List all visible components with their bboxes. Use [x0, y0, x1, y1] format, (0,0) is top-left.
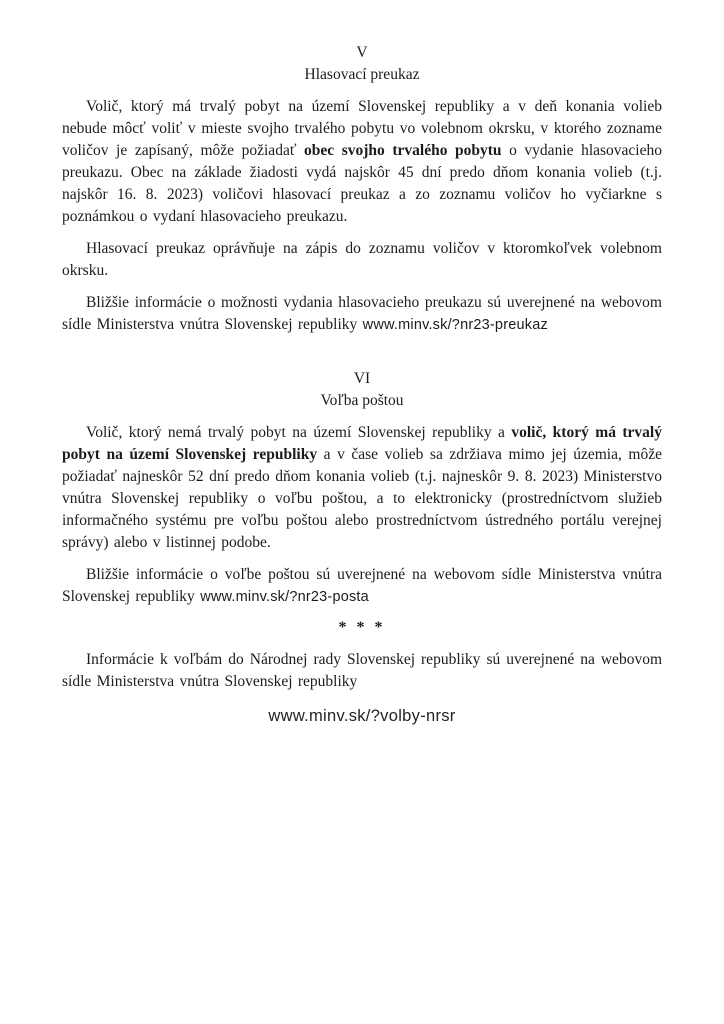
elections-website-url: www.minv.sk/?volby-nrsr — [268, 707, 456, 725]
section-vi-title: Voľba poštou — [320, 392, 404, 409]
paragraph-more-info-certificate: Bližšie informácie o možnosti vydania hlasovacieho preukazu sú uverejnené na webovom sídle Ministerstva vnútra Slovenskej republiky www.minv.sk/?nr23-preukaz — [62, 294, 662, 333]
asterisk-separator: * * * — [338, 619, 386, 636]
section-vi-heading — [62, 368, 662, 412]
section-v-title: Hlasovací preukaz — [304, 66, 420, 83]
paragraph-voting-certificate-request: Volič, ktorý má trvalý pobyt na území Slovenskej republiky a v deň konania volieb nebude môcť voliť v mieste svojho trvalého pobytu vo volebnom okrsku, v ktorého zozname voličov je zapísaný, môže požiadať obec svojho trvalého pobytu o vydanie hlasovacieho preukazu. Obec na základe žiadosti vydá najskôr 45 dní predo dňom konania volieb (t.j. najskôr 16. 8. 2023) voličovi hlasovací preukaz a zo zoznamu voličov ho vyčiarkne s poznámkou o vydaní hlasovacieho preukazu. — [62, 98, 662, 225]
section-v-heading — [62, 42, 662, 86]
section-vi-number: VI — [353, 370, 371, 387]
section-v-number: V — [356, 44, 368, 61]
paragraph-more-info-postal: Bližšie informácie o voľbe poštou sú uverejnené na webovom sídle Ministerstva vnútra Slovenskej republiky www.minv.sk/?nr23-posta — [62, 566, 662, 605]
paragraph-certificate-entitlement: Hlasovací preukaz oprávňuje na zápis do zoznamu voličov v ktoromkoľvek volebnom okrsku. — [62, 240, 662, 279]
paragraph-postal-voting: Volič, ktorý nemá trvalý pobyt na území Slovenskej republiky a volič, ktorý má trvalý pobyt na území Slovenskej republiky a v čase volieb sa zdržiava mimo jej územia, môže požiadať najneskôr 52 dní predo dňom konania volieb (t.j. najneskôr 9. 8. 2023) Ministerstvo vnútra Slovenskej republiky o voľbu poštou, a to elektronicky (prostredníctvom služieb informačného systému pre voľbu poštou alebo prostredníctvom ústredného portálu verejnej správy) alebo v listinnej podobe. — [62, 424, 662, 551]
paragraph-elections-info: Informácie k voľbám do Národnej rady Slovenskej republiky sú uverejnené na webovom sídle Ministerstva vnútra Slovenskej republiky — [62, 651, 662, 690]
